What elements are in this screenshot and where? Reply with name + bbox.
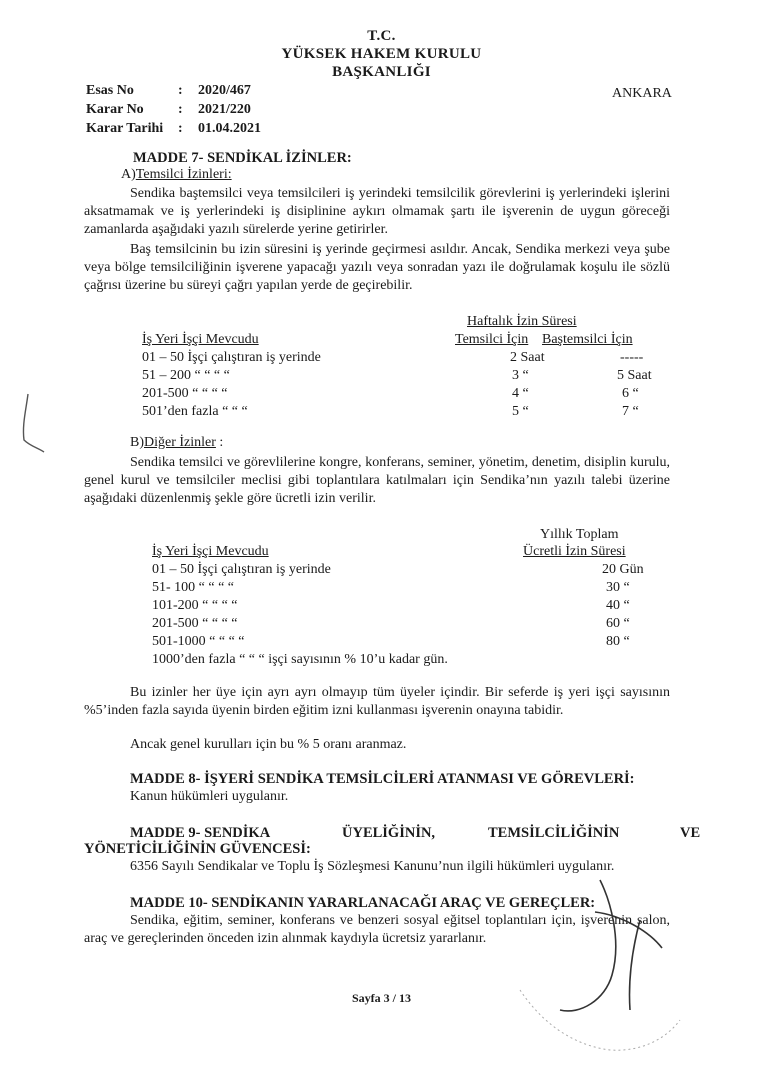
table2-row-label: 501-1000 “ “ “ “ xyxy=(152,634,245,649)
table2-row-label: 01 – 50 İşçi çalıştıran iş yerinde xyxy=(152,562,331,577)
table2-row-label: 51- 100 “ “ “ “ xyxy=(152,580,235,595)
esas-label: Esas No xyxy=(86,83,134,98)
madde8-text: Kanun hükümleri uygulanır. xyxy=(130,789,289,804)
table1-row-label: 201-500 “ “ “ “ xyxy=(142,386,228,401)
city: ANKARA xyxy=(612,86,672,101)
table2-col-right1: Yıllık Toplam xyxy=(540,527,619,542)
table2-row-label: 101-200 “ “ “ “ xyxy=(152,598,238,613)
table1-col-temsilci: Temsilci İçin xyxy=(455,332,529,347)
table2-col-right2: Ücretli İzin Süresi xyxy=(523,544,626,559)
table1-col-left: İş Yeri İşçi Mevcudu xyxy=(142,332,259,347)
madde8-heading: MADDE 8- İŞYERİ SENDİKA TEMSİLCİLERİ ATANMASI VE GÖREVLERİ: xyxy=(130,771,635,787)
table1-row-label: 501’den fazla “ “ “ xyxy=(142,404,248,419)
table1-row-label: 51 – 200 “ “ “ “ xyxy=(142,368,230,383)
table1-row-bas: 7 “ xyxy=(622,404,639,419)
madde7-para4: Bu izinler her üye için ayrı ayrı olmayıp tüm üyeler içindir. Bir seferde iş yeri işçi sayısının %5’inden fazla sayıda üyenin birden eğitim izni kullanması işverenin onayına tabidir. xyxy=(84,685,670,718)
sub-b-title: Diğer İzinler xyxy=(144,435,216,450)
table1-row-temsilci: 3 “ xyxy=(512,368,529,383)
madde9-heading-part: TEMSİLCİLİĞİNİN xyxy=(488,825,620,841)
madde9-heading-part: VE xyxy=(680,825,701,841)
signature xyxy=(560,880,662,1011)
colon: : xyxy=(178,83,183,98)
table1-row-bas: 5 Saat xyxy=(617,368,652,383)
stamp-mark xyxy=(520,990,680,1050)
table1-row-label: 01 – 50 İşçi çalıştıran iş yerinde xyxy=(142,350,321,365)
sub-a-title: Temsilci İzinleri: xyxy=(135,167,232,182)
madde10-heading: MADDE 10- SENDİKANIN YARARLANACAĞI ARAÇ VE GEREÇLER: xyxy=(130,895,596,911)
karar-label: Karar No xyxy=(86,102,144,117)
margin-mark xyxy=(23,394,44,452)
page-number: Sayfa 3 / 13 xyxy=(351,991,411,1005)
madde9-text: 6356 Sayılı Sendikalar ve Toplu İş Sözleşmesi Kanunu’nun ilgili hükümleri uygulanır. xyxy=(130,859,615,874)
madde7-para1: Sendika baştemsilci veya temsilcileri iş yerindeki temsilcilik görevlerini iş yerlerindeki işlerini aksatmamak ve iş yerlerindeki iş disiplinine aykırı olmamak şartı ile işverenin de uygun göreceği zamanlarda aşağıdaki yazılı sürelerde yerine getirirler. xyxy=(84,186,670,237)
tarih-label: Karar Tarihi xyxy=(86,121,164,136)
karar-value: 2021/220 xyxy=(198,102,251,117)
madde7-para2: Baş temsilcinin bu izin süresini iş yerinde geçirmesi asıldır. Ancak, Sendika merkezi veya şube veya bölge temsilciliğinin işverene yapacağı yazılı veya sonradan yazı ile doğrulamak koşulu ile sözlü çağrısı üzerine bu süreyi çağrı yapılan yerde de geçirebilir. xyxy=(84,242,670,293)
sub-b-prefix: B) xyxy=(130,435,144,450)
tarih-value: 01.04.2021 xyxy=(198,121,261,136)
header-institution: YÜKSEK HAKEM KURULU xyxy=(281,46,482,62)
madde7-heading: MADDE 7- SENDİKAL İZİNLER: xyxy=(133,150,352,166)
madde7-para3: Sendika temsilci ve görevlilerine kongre, konferans, seminer, yönetim, denetim, disiplin kurulu, genel kurul ve temsilciler meclisi gibi toplantılara katılmaları için Sendika’nın yazılı talebi üzerine aşağıdaki düzenlenmiş şekle göre ücretli izin verilir. xyxy=(84,455,670,506)
colon: : xyxy=(178,102,183,117)
header-presidency: BAŞKANLIĞI xyxy=(332,64,431,80)
colon: : xyxy=(178,121,183,136)
table2-row-value: 30 “ xyxy=(606,580,630,595)
table1-row-temsilci: 4 “ xyxy=(512,386,529,401)
table2-row-value: 60 “ xyxy=(606,616,630,631)
madde10-text: Sendika, eğitim, seminer, konferans ve benzeri sosyal eğitsel toplantıları için, işverenin salon, araç ve gereçlerinden önceden izin alınmak kaydıyla ücretsiz yararlanır. xyxy=(84,913,670,946)
table1-col-bas: Baştemsilci İçin xyxy=(542,332,633,347)
sub-a-prefix: A) xyxy=(121,167,136,182)
table1-row-temsilci: 2 Saat xyxy=(510,350,545,365)
table1-row-temsilci: 5 “ xyxy=(512,404,529,419)
table1-col-group: Haftalık İzin Süresi xyxy=(467,314,577,329)
table2-col-left: İş Yeri İşçi Mevcudu xyxy=(152,544,269,559)
madde9-heading-line2: YÖNETİCİLİĞİNİN GÜVENCESİ: xyxy=(84,841,311,857)
madde9-heading-part: MADDE 9- SENDİKA xyxy=(130,825,271,841)
table2-row-value: 20 Gün xyxy=(602,562,644,577)
table1-row-bas: 6 “ xyxy=(622,386,639,401)
table2-row-value: 40 “ xyxy=(606,598,630,613)
table2-row-label: 201-500 “ “ “ “ xyxy=(152,616,238,631)
madde9-heading-part: ÜYELİĞİNİN, xyxy=(342,825,436,841)
table2-row-value: 80 “ xyxy=(606,634,630,649)
header-tc: T.C. xyxy=(367,28,396,44)
table2-last-row: 1000’den fazla “ “ “ işçi sayısının % 10’u kadar gün. xyxy=(152,652,448,667)
madde7-para5: Ancak genel kurulları için bu % 5 oranı aranmaz. xyxy=(130,737,407,752)
table1-row-bas: ----- xyxy=(620,350,644,365)
esas-value: 2020/467 xyxy=(198,83,251,98)
sub-b-colon: : xyxy=(215,435,224,450)
